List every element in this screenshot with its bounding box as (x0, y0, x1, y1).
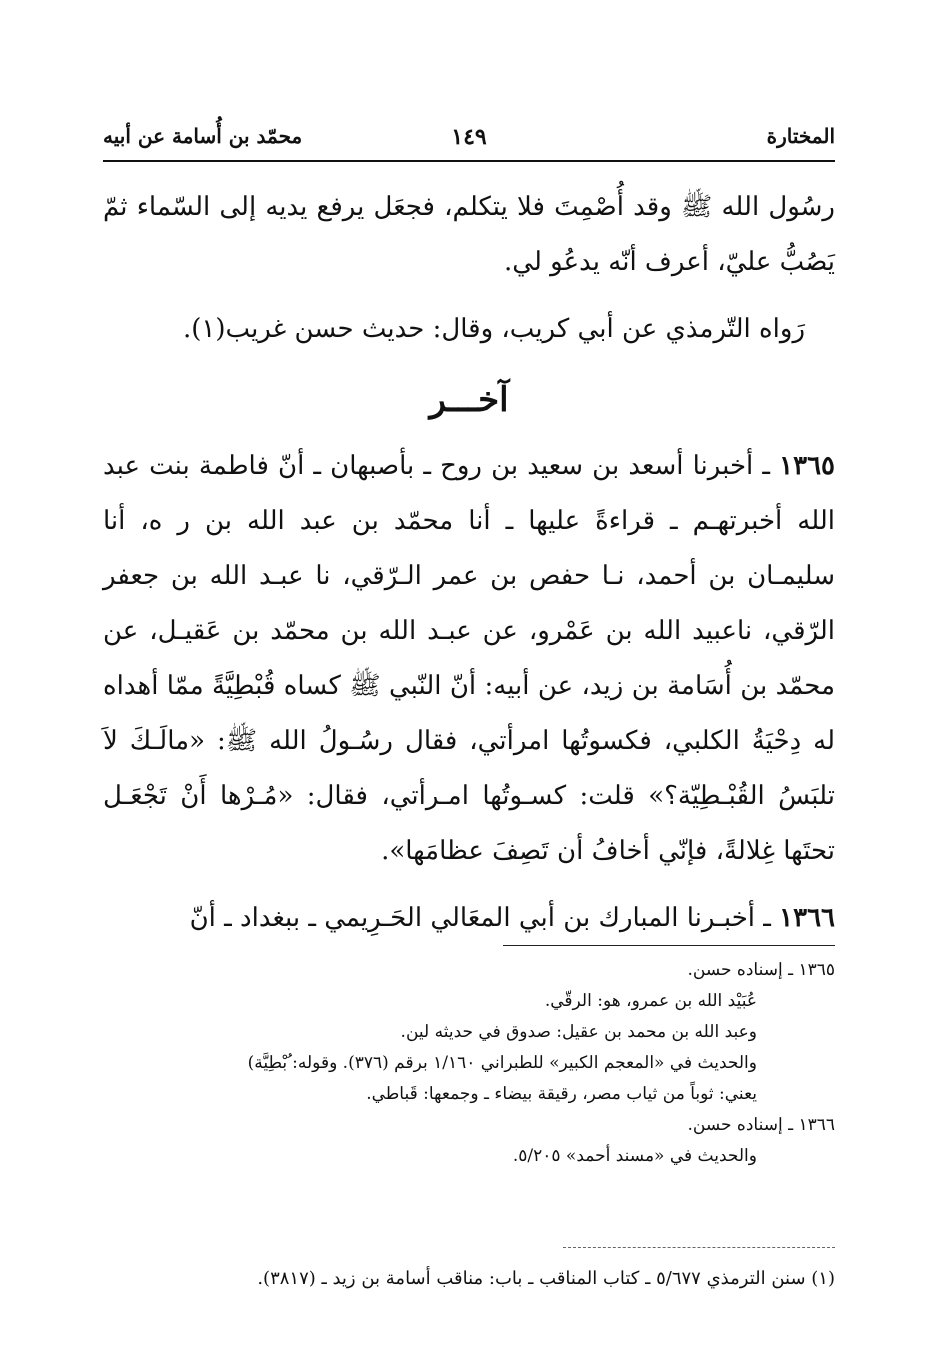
page-number: ١٤٩ (451, 124, 487, 150)
hadith-number: ١٣٦٦ (779, 903, 835, 933)
hadith-1365 (103, 439, 835, 879)
note-line: ١٣٦٦ ـ إسناده حسن. (687, 1115, 835, 1135)
note-line: عُبَيْد الله بن عمرو، هو: الرقّي. (544, 991, 757, 1011)
paragraph-tirmidhi: رَواه التّرمذي عن أبي كريب، وقال: حديث حسن غريب(١). (183, 314, 805, 344)
notes-rule (503, 945, 835, 946)
running-head (103, 118, 835, 158)
note-line: ١٣٦٥ ـ إسناده حسن. (687, 960, 835, 980)
hadith-text: ـ أخبرنا أسعد بن سعيد بن روح ـ بأصبهان ـ أنّ فاطمة بنت عبد الله أخبرتهـم ـ قراءةً عليها ـ أنا محمّد بن عبد الله بن ر ه، أنا سليمـان بن أحمد، نـا حفص بن عمر الـرّقي، نا عبـد الله بن جعفر الرّقي، ناعبيد الله بن عَمْرو، عن عبـد الله بن محمّد بن عَقيـل، عن محمّد بن أُسَامة بن زيد، عن أبيه: أنّ النّبي ﷺ كساه قُبْطِيَّةً ممّا أهداه له دِحْيَةُ الكلبي، فكسوتُها امرأتي، فقال رسُـولُ الله ﷺ: «مالَـكَ لاَ تلبَسُ القُبْـطِيّة؟» قلت: كسـوتُها امـرأتي، فقال: «مُـرْها أَنْ تَجْعَـل تحتَها غِلالةً، فإنّي أخافُ أن تَصِفَ عظامَها». (103, 451, 835, 866)
editor-notes (103, 955, 835, 1172)
hadith-number: ١٣٦٥ (779, 451, 835, 481)
note-line: والحديث في «مسند أحمد» ٥/٢٠٥. (512, 1146, 757, 1166)
section-title: آخـــر (429, 380, 509, 420)
footnote: (١) سنن الترمذي ٥/٦٧٧ ـ كتاب المناقب ـ باب: مناقب أسامة بن زيد ـ (٣٨١٧). (257, 1268, 835, 1289)
paragraph-continuation: رسُول الله ﷺ وقد أُصْمِتَ فلا يتكلم، فجعَل يرفع يديه إلى السّماء ثمّ يَصُبُّ عليّ، أعرف أنّه يدعُو لي. (103, 192, 835, 277)
note-line: وعبد الله بن محمد بن عقيل: صدوق في حديثه لين. (400, 1022, 757, 1042)
main-text (103, 180, 835, 946)
hadith-text: ـ أخبـرنا المبارك بن أبي المعَالي الحَـرِيمي ـ ببغداد ـ أنّ (189, 903, 771, 933)
note-line: يعني: ثوباً من ثياب مصر، رقيقة بيضاء ـ وجمعها: قَباطي. (366, 1084, 757, 1104)
header-rule (103, 160, 835, 162)
note-line: والحديث في «المعجم الكبير» للطبراني ١/١٦٠ برقم (٣٧٦). وقوله: ُبْطِيَّة) (247, 1053, 757, 1073)
hadith-1366 (103, 891, 835, 946)
chapter-title: محمّد بن أُسامة عن أبيه (103, 124, 303, 148)
book-title: المختارة (766, 124, 835, 148)
footnote-rule (563, 1247, 835, 1248)
